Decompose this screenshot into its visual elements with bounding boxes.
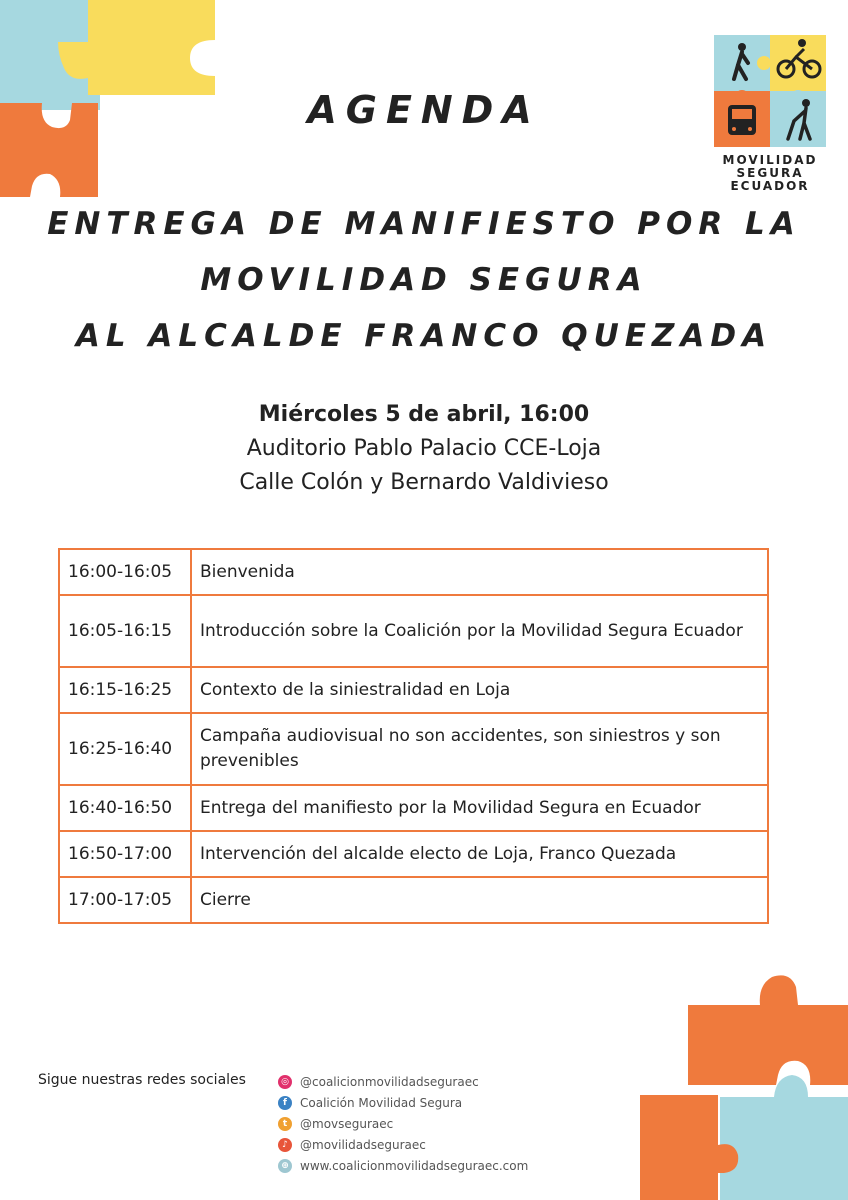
event-address: Calle Colón y Bernardo Valdivieso: [239, 470, 609, 495]
time-cell: 16:00-16:05: [59, 549, 191, 595]
table-row: [59, 785, 768, 831]
instagram-icon: ◎: [278, 1075, 292, 1089]
time-cell: 16:05-16:15: [59, 595, 191, 667]
table-row: [59, 549, 768, 595]
social-item-instagram[interactable]: [278, 1071, 528, 1092]
logo-text: [714, 154, 826, 193]
event-title-line-3: AL ALCALDE FRANCO QUEZADA: [75, 318, 773, 354]
puzzle-decoration-bottom-right: [640, 965, 848, 1200]
facebook-icon: f: [278, 1096, 292, 1110]
social-label: Sigue nuestras redes sociales: [38, 1072, 246, 1088]
tiktok-icon: ♪: [278, 1138, 292, 1152]
logo-puzzle-icon: [714, 35, 826, 147]
event-title: [0, 196, 848, 364]
table-row: [59, 667, 768, 713]
social-tiktok-text: @movilidadseguraec: [300, 1137, 426, 1152]
social-item-facebook[interactable]: [278, 1092, 528, 1113]
social-tumblr-text: @movseguraec: [300, 1116, 394, 1131]
logo-line-3: ECUADOR: [730, 179, 810, 193]
event-title-line-2: MOVILIDAD SEGURA: [200, 262, 648, 298]
event-info: [0, 398, 848, 500]
activity-cell: Bienvenida: [191, 549, 768, 595]
movilidad-segura-logo: [714, 35, 826, 193]
table-row: [59, 713, 768, 785]
activity-cell: Intervención del alcalde electo de Loja, Franco Quezada: [191, 831, 768, 877]
activity-cell: Entrega del manifiesto por la Movilidad Segura en Ecuador: [191, 785, 768, 831]
agenda-title: AGENDA: [307, 88, 541, 132]
time-cell: 17:00-17:05: [59, 877, 191, 923]
activity-cell: Campaña audiovisual no son accidentes, son siniestros y son prevenibles: [191, 713, 768, 785]
social-list: [278, 1071, 528, 1176]
time-cell: 16:40-16:50: [59, 785, 191, 831]
activity-cell: Introducción sobre la Coalición por la Movilidad Segura Ecuador: [191, 595, 768, 667]
social-instagram-text: @coalicionmovilidadseguraec: [300, 1074, 479, 1089]
event-date: Miércoles 5 de abril, 16:00: [258, 402, 590, 427]
activity-cell: Contexto de la siniestralidad en Loja: [191, 667, 768, 713]
social-item-tumblr[interactable]: [278, 1113, 528, 1134]
social-web-text: www.coalicionmovilidadseguraec.com: [300, 1158, 529, 1173]
time-cell: 16:15-16:25: [59, 667, 191, 713]
schedule-table: [58, 548, 769, 924]
tumblr-icon: t: [278, 1117, 292, 1131]
table-row: [59, 831, 768, 877]
time-cell: 16:25-16:40: [59, 713, 191, 785]
logo-line-2: SEGURA: [736, 166, 804, 180]
time-cell: 16:50-17:00: [59, 831, 191, 877]
social-item-tiktok[interactable]: [278, 1134, 528, 1155]
table-row: [59, 595, 768, 667]
activity-cell: Cierre: [191, 877, 768, 923]
social-item-web[interactable]: [278, 1155, 528, 1176]
logo-line-1: MOVILIDAD: [722, 153, 818, 167]
event-title-line-1: ENTREGA DE MANIFIESTO POR LA: [47, 206, 801, 242]
event-venue: Auditorio Pablo Palacio CCE-Loja: [246, 436, 602, 461]
table-row: [59, 877, 768, 923]
web-icon: ⊕: [278, 1159, 292, 1173]
social-facebook-text: Coalición Movilidad Segura: [300, 1095, 463, 1110]
